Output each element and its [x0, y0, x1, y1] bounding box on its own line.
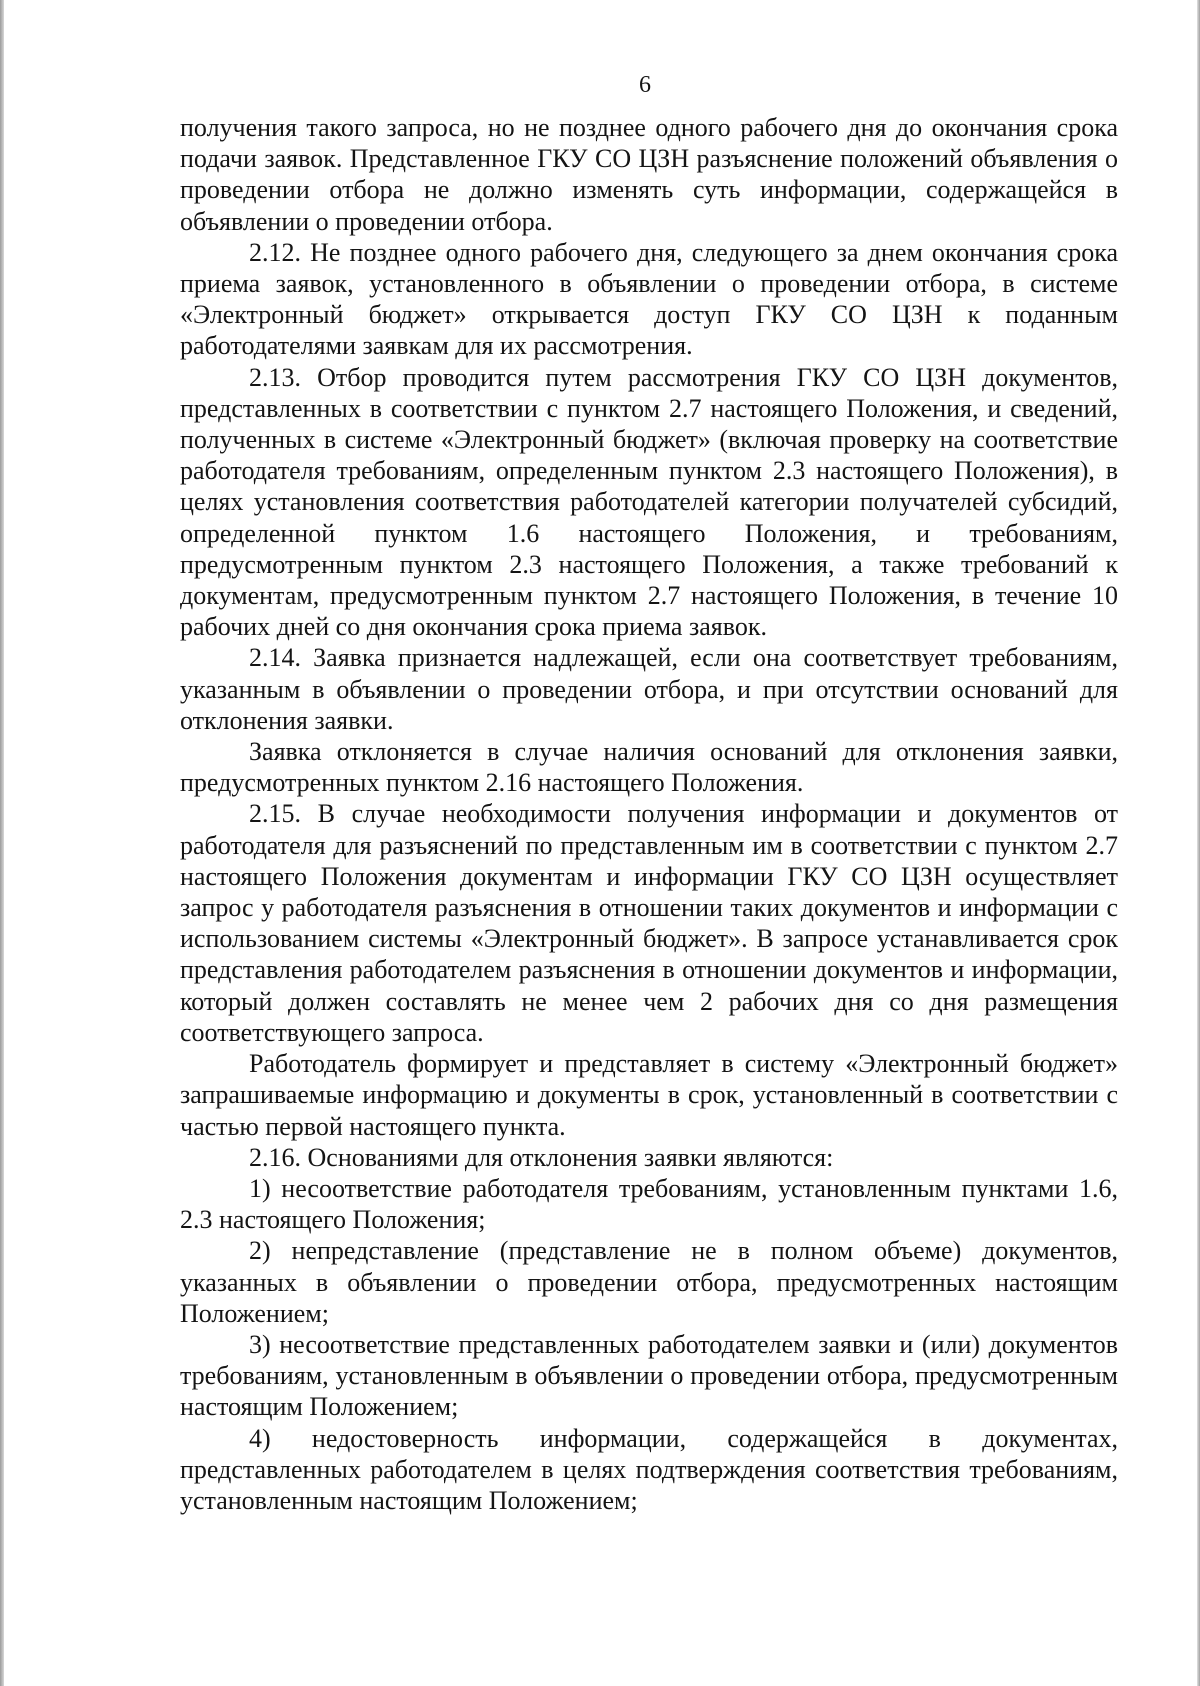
paragraph-2-16: 2.16. Основаниями для отклонения заявки являются:	[249, 1142, 834, 1172]
paragraph-continuation: получения такого запроса, но не позднее одного рабочего дня до окончания срока подачи заявок. Представленное ГКУ СО ЦЗН разъяснение положений объявления о проведении отбора не должно изменять суть информации, содержащейся в объявлении о проведении отбора.	[180, 113, 1118, 236]
paragraph-2-12: 2.12. Не позднее одного рабочего дня, следующего за днем окончания срока приема заявок, установленного в объявлении о проведении отбора, в системе «Электронный бюджет» открывается доступ ГКУ СО ЦЗН к поданным работодателями заявкам для их рассмотрения.	[180, 237, 1118, 361]
paragraph-2-14-rejection: Заявка отклоняется в случае наличия оснований для отклонения заявки, предусмотренных пунктом 2.16 настоящего Положения.	[180, 737, 1118, 798]
page-number: 6	[639, 72, 651, 98]
document-body	[180, 112, 1118, 1516]
list-item-1: 1) несоответствие работодателя требованиям, установленным пунктами 1.6, 2.3 настоящего Положения;	[180, 1173, 1118, 1235]
list-item-3: 3) несоответствие представленных работодателем заявки и (или) документов требованиям, установленным в объявлении о проведении отбора, предусмотренным настоящим Положением;	[180, 1329, 1118, 1422]
list-item-4: 4) недостоверность информации, содержащейся в документах, представленных работодателем в целях подтверждения соответствия требованиям, установленным настоящим Положением;	[180, 1423, 1118, 1515]
list-item-2: 2) непредставление (представление не в полном объеме) документов, указанных в объявлении о проведении отбора, предусмотренных настоящим Положением;	[180, 1236, 1118, 1328]
scan-border-left	[0, 0, 4, 1686]
paragraph-2-15: 2.15. В случае необходимости получения информации и документов от работодателя для разъяснений по представленным им в соответствии с пунктом 2.7 настоящего Положения документам и информации ГКУ СО ЦЗН осуществляет запрос у работодателя разъяснения в отношении таких документов и информации с использованием системы «Электронный бюджет». В запросе устанавливается срок представления работодателем разъяснения в отношении документов и информации, который должен составлять не менее чем 2 рабочих дня со дня размещения соответствующего запроса.	[180, 799, 1118, 1047]
paragraph-2-13: 2.13. Отбор проводится путем рассмотрения ГКУ СО ЦЗН документов, представленных в соответствии с пунктом 2.7 настоящего Положения, и сведений, полученных в системе «Электронный бюджет» (включая проверку на соответствие работодателя требованиям, определенным пунктом 2.3 настоящего Положения), в целях установления соответствия работодателей категории получателей субсидий, определенной пунктом 1.6 настоящего Положения, и требованиям, предусмотренным пунктом 2.3 настоящего Положения, а также требований к документам, предусмотренным пунктом 2.7 настоящего Положения, в течение 10 рабочих дней со дня окончания срока приема заявок.	[180, 362, 1118, 642]
paragraph-2-14: 2.14. Заявка признается надлежащей, если она соответствует требованиям, указанным в объявлении о проведении отбора, и при отсутствии оснований для отклонения заявки.	[180, 643, 1118, 735]
paragraph-2-15-employer: Работодатель формирует и представляет в систему «Электронный бюджет» запрашиваемые информацию и документы в срок, установленный в соответствии с частью первой настоящего пункта.	[180, 1049, 1118, 1141]
